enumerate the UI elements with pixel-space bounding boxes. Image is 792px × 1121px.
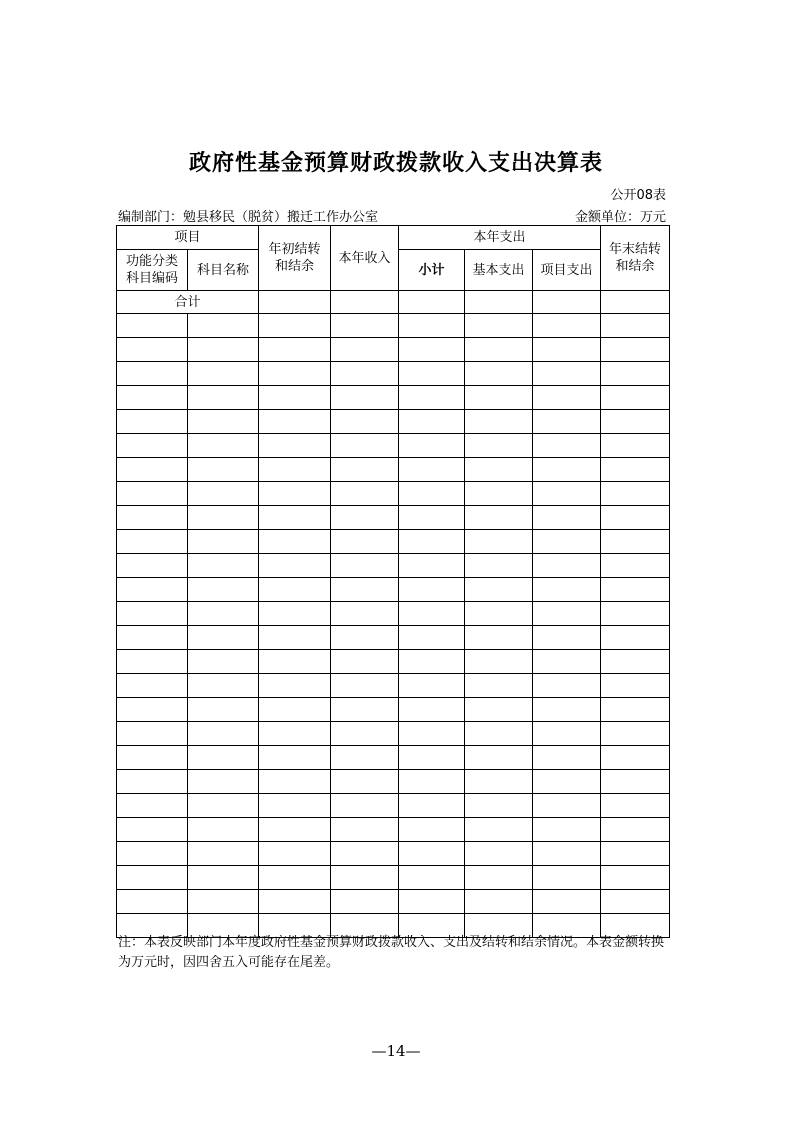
table-cell <box>601 602 670 626</box>
table-row <box>117 362 670 386</box>
table-cell <box>259 626 331 650</box>
table-row <box>117 698 670 722</box>
table-cell <box>188 650 259 674</box>
table-cell <box>188 866 259 890</box>
table-cell <box>399 314 465 338</box>
table-cell <box>465 530 533 554</box>
table-cell <box>399 602 465 626</box>
table-cell <box>117 314 188 338</box>
table-cell <box>259 794 331 818</box>
table-cell <box>188 626 259 650</box>
header-basic: 基本支出 <box>465 250 533 291</box>
table-cell <box>533 458 601 482</box>
table-cell <box>399 578 465 602</box>
table-cell <box>465 434 533 458</box>
table-cell <box>331 650 399 674</box>
table-cell <box>465 602 533 626</box>
table-cell <box>188 434 259 458</box>
table-cell <box>188 314 259 338</box>
table-cell <box>331 434 399 458</box>
table-cell <box>601 698 670 722</box>
table-cell <box>465 890 533 914</box>
table-cell <box>601 650 670 674</box>
table-cell <box>117 434 188 458</box>
table-cell <box>259 674 331 698</box>
table-row <box>117 842 670 866</box>
table-cell <box>331 626 399 650</box>
table-cell <box>331 866 399 890</box>
table-row <box>117 650 670 674</box>
table-row <box>117 386 670 410</box>
table-cell <box>259 602 331 626</box>
table-cell <box>601 770 670 794</box>
table-cell <box>331 578 399 602</box>
table-cell <box>533 626 601 650</box>
table-cell <box>601 386 670 410</box>
table-cell <box>399 482 465 506</box>
table-row <box>117 530 670 554</box>
table-cell <box>331 291 399 314</box>
table-cell <box>117 338 188 362</box>
table-cell <box>259 434 331 458</box>
table-cell <box>399 794 465 818</box>
unit-label: 金额单位：万元 <box>574 210 666 225</box>
table-cell <box>331 818 399 842</box>
table-cell <box>533 650 601 674</box>
table-cell <box>188 578 259 602</box>
header-end-balance: 年末结转 和结余 <box>601 226 670 291</box>
table-cell <box>399 338 465 362</box>
table-cell <box>533 842 601 866</box>
table-cell <box>533 602 601 626</box>
table-cell <box>465 362 533 386</box>
table-row <box>117 794 670 818</box>
table-cell <box>117 674 188 698</box>
table-cell <box>533 674 601 698</box>
table-cell <box>399 458 465 482</box>
table-cell <box>117 698 188 722</box>
table-row <box>117 746 670 770</box>
table-cell <box>259 650 331 674</box>
table-cell <box>117 602 188 626</box>
table-cell <box>399 626 465 650</box>
table-cell <box>465 578 533 602</box>
table-cell <box>533 698 601 722</box>
table-cell <box>533 770 601 794</box>
table-cell <box>117 386 188 410</box>
table-cell <box>117 458 188 482</box>
table-cell <box>259 530 331 554</box>
total-label: 合计 <box>117 291 259 314</box>
table-cell <box>117 506 188 530</box>
table-cell <box>601 410 670 434</box>
table-row <box>117 674 670 698</box>
table-cell <box>117 722 188 746</box>
header-project-exp: 项目支出 <box>533 250 601 291</box>
table-cell <box>259 842 331 866</box>
table-cell <box>188 818 259 842</box>
table-cell <box>188 554 259 578</box>
table-cell <box>117 554 188 578</box>
table-cell <box>331 482 399 506</box>
table-cell <box>331 698 399 722</box>
table-cell <box>188 482 259 506</box>
table-row <box>117 818 670 842</box>
table-cell <box>533 314 601 338</box>
table-cell <box>331 386 399 410</box>
table-cell <box>117 890 188 914</box>
table-cell <box>188 722 259 746</box>
table-cell <box>465 386 533 410</box>
table-cell <box>188 458 259 482</box>
table-cell <box>399 722 465 746</box>
table-row <box>117 458 670 482</box>
table-cell <box>465 722 533 746</box>
table-cell <box>601 890 670 914</box>
table-cell <box>188 506 259 530</box>
table-cell <box>465 291 533 314</box>
table-cell <box>533 578 601 602</box>
header-row-1 <box>117 226 670 250</box>
table-cell <box>259 818 331 842</box>
page-title: 政府性基金预算财政拨款收入支出决算表 <box>188 151 603 176</box>
table-cell <box>465 866 533 890</box>
table-cell <box>533 482 601 506</box>
table-cell <box>188 362 259 386</box>
table-cell <box>533 291 601 314</box>
header-project: 项目 <box>117 226 259 250</box>
table-cell <box>601 291 670 314</box>
table-cell <box>259 770 331 794</box>
table-row <box>117 578 670 602</box>
table-cell <box>601 362 670 386</box>
table-cell <box>331 506 399 530</box>
table-cell <box>465 458 533 482</box>
table-cell <box>465 770 533 794</box>
table-row <box>117 866 670 890</box>
table-cell <box>331 794 399 818</box>
table-cell <box>533 794 601 818</box>
table-cell <box>533 530 601 554</box>
table-cell <box>399 866 465 890</box>
table-row <box>117 482 670 506</box>
table-cell <box>533 506 601 530</box>
table-cell <box>188 338 259 362</box>
table-cell <box>188 794 259 818</box>
table-cell <box>117 746 188 770</box>
table-cell <box>259 722 331 746</box>
table-cell <box>188 386 259 410</box>
table-cell <box>259 866 331 890</box>
table-cell <box>465 674 533 698</box>
table-cell <box>399 650 465 674</box>
header-expense-group: 本年支出 <box>399 226 601 250</box>
table-row <box>117 314 670 338</box>
table-cell <box>117 842 188 866</box>
table-cell <box>331 746 399 770</box>
table-cell <box>188 746 259 770</box>
table-cell <box>465 794 533 818</box>
table-cell <box>188 530 259 554</box>
table-cell <box>331 410 399 434</box>
table-row <box>117 890 670 914</box>
table-cell <box>601 554 670 578</box>
table-cell <box>465 842 533 866</box>
table-cell <box>399 842 465 866</box>
table-cell <box>399 770 465 794</box>
table-cell <box>601 338 670 362</box>
table-cell <box>601 482 670 506</box>
table-cell <box>399 362 465 386</box>
table-cell <box>117 482 188 506</box>
table-cell <box>533 722 601 746</box>
table-cell <box>331 362 399 386</box>
table-cell <box>259 482 331 506</box>
table-row <box>117 722 670 746</box>
table-cell <box>399 698 465 722</box>
table-cell <box>259 410 331 434</box>
table-cell <box>259 362 331 386</box>
table-cell <box>259 314 331 338</box>
table-cell <box>465 482 533 506</box>
table-cell <box>331 458 399 482</box>
table-cell <box>465 554 533 578</box>
table-cell <box>399 674 465 698</box>
table-cell <box>533 818 601 842</box>
table-cell <box>259 338 331 362</box>
table-cell <box>533 386 601 410</box>
table-cell <box>533 746 601 770</box>
table-cell <box>601 674 670 698</box>
table-cell <box>331 530 399 554</box>
table-cell <box>533 338 601 362</box>
footnote: 注：本表反映部门本年度政府性基金预算财政拨款收入、支出及结转和结余情况。本表金额转换为万元时，因四舍五入可能存在尾差。 <box>118 935 665 970</box>
table-cell <box>465 698 533 722</box>
table-cell <box>188 602 259 626</box>
header-begin-balance: 年初结转 和结余 <box>259 226 331 291</box>
table-cell <box>533 362 601 386</box>
table-cell <box>399 818 465 842</box>
table-cell <box>331 722 399 746</box>
table-cell <box>188 698 259 722</box>
header-subject-name: 科目名称 <box>188 250 259 291</box>
table-cell <box>399 530 465 554</box>
table-cell <box>533 866 601 890</box>
table-cell <box>259 746 331 770</box>
table-cell <box>117 794 188 818</box>
header-income: 本年收入 <box>331 226 399 291</box>
table-cell <box>259 458 331 482</box>
table-cell <box>465 410 533 434</box>
table-row <box>117 338 670 362</box>
table-cell <box>117 626 188 650</box>
table-cell <box>465 626 533 650</box>
table-cell <box>601 746 670 770</box>
table-cell <box>601 818 670 842</box>
table-row <box>117 626 670 650</box>
table-cell <box>533 434 601 458</box>
table-cell <box>601 314 670 338</box>
page-number: —14— <box>371 1042 421 1060</box>
table-cell <box>601 578 670 602</box>
table-row <box>117 410 670 434</box>
budget-table <box>116 225 670 938</box>
table-cell <box>601 506 670 530</box>
table-body <box>117 314 670 938</box>
header-subtotal: 小计 <box>399 250 465 291</box>
table-cell <box>117 818 188 842</box>
table-cell <box>259 386 331 410</box>
table-cell <box>399 386 465 410</box>
table-cell <box>399 506 465 530</box>
table-cell <box>601 842 670 866</box>
table-cell <box>601 866 670 890</box>
table-cell <box>533 554 601 578</box>
table-cell <box>601 530 670 554</box>
table-cell <box>188 890 259 914</box>
table-cell <box>331 338 399 362</box>
table-cell <box>188 674 259 698</box>
table-cell <box>259 890 331 914</box>
table-cell <box>331 554 399 578</box>
table-cell <box>259 291 331 314</box>
table-cell <box>601 794 670 818</box>
table-cell <box>601 722 670 746</box>
table-cell <box>117 530 188 554</box>
table-cell <box>331 842 399 866</box>
table-cell <box>188 842 259 866</box>
header-func-code: 功能分类 科目编码 <box>117 250 188 291</box>
table-cell <box>117 650 188 674</box>
table-cell <box>399 434 465 458</box>
table-cell <box>465 746 533 770</box>
table-cell <box>465 818 533 842</box>
table-row <box>117 602 670 626</box>
table-cell <box>465 506 533 530</box>
table-row <box>117 506 670 530</box>
table-cell <box>259 554 331 578</box>
table-cell <box>601 458 670 482</box>
table-cell <box>399 554 465 578</box>
total-row <box>117 291 670 314</box>
table-cell <box>117 866 188 890</box>
table-cell <box>601 626 670 650</box>
table-row <box>117 554 670 578</box>
table-cell <box>117 362 188 386</box>
table-cell <box>331 602 399 626</box>
table-cell <box>465 650 533 674</box>
table-cell <box>117 578 188 602</box>
table-cell <box>259 506 331 530</box>
table-cell <box>259 698 331 722</box>
table-cell <box>188 770 259 794</box>
table-cell <box>188 410 259 434</box>
table-cell <box>117 410 188 434</box>
table-row <box>117 434 670 458</box>
table-cell <box>331 890 399 914</box>
table-row <box>117 770 670 794</box>
table-cell <box>331 770 399 794</box>
table-cell <box>259 578 331 602</box>
table-cell <box>533 890 601 914</box>
table-cell <box>331 314 399 338</box>
table-cell <box>533 410 601 434</box>
table-cell <box>117 770 188 794</box>
table-cell <box>399 890 465 914</box>
department-label: 编制部门：勉县移民（脱贫）搬迁工作办公室 <box>118 210 379 225</box>
table-cell <box>399 410 465 434</box>
form-number: 公开08表 <box>610 188 666 203</box>
table-cell <box>601 434 670 458</box>
table-cell <box>465 338 533 362</box>
table-cell <box>399 291 465 314</box>
table-cell <box>331 674 399 698</box>
table-cell <box>399 746 465 770</box>
table-cell <box>465 314 533 338</box>
